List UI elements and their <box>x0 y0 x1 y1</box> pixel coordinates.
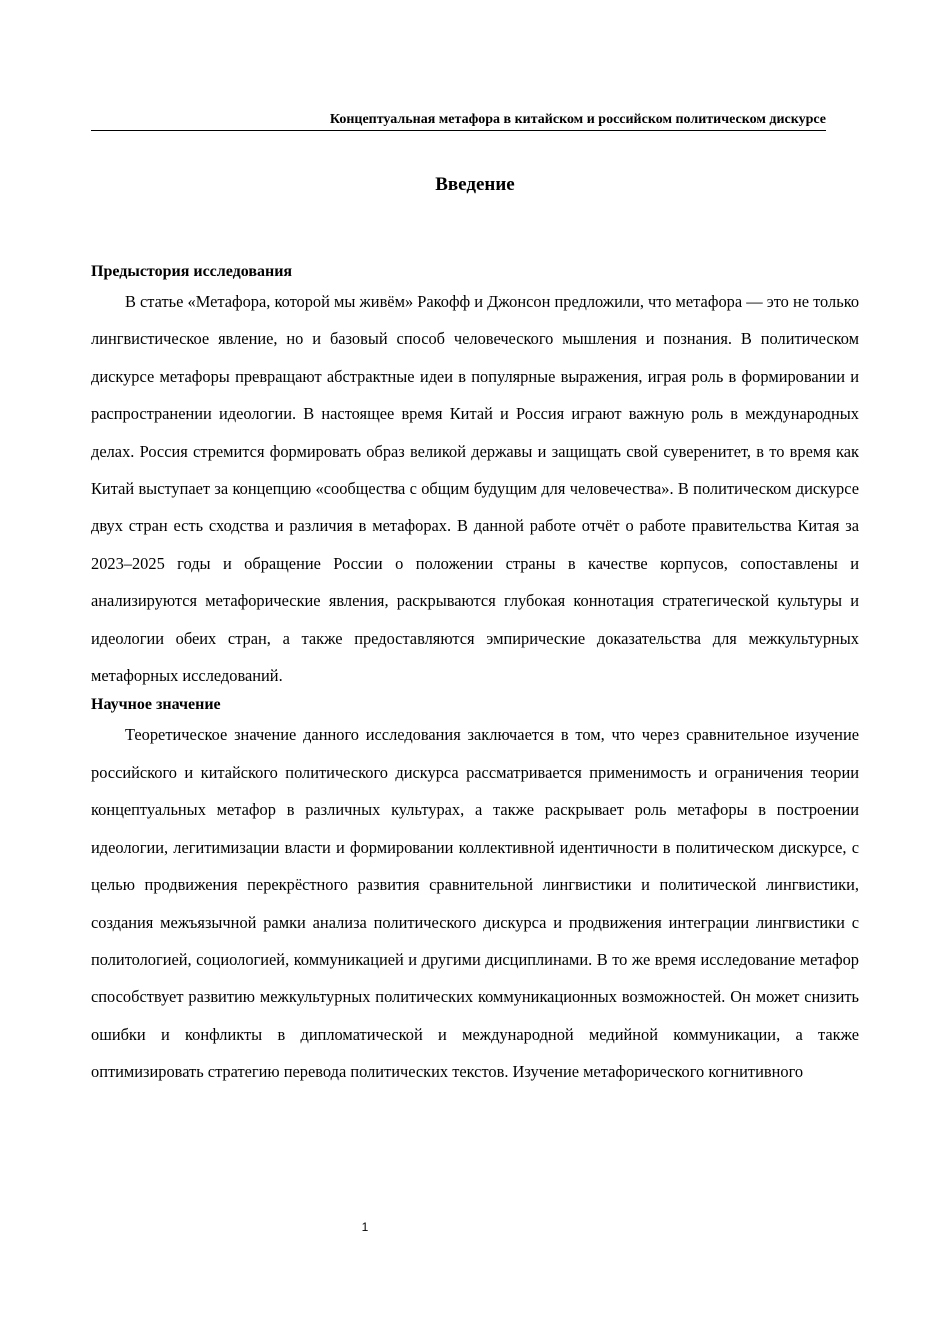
page-number: 1 <box>361 1220 369 1234</box>
section-heading-significance: Научное значение <box>91 696 221 714</box>
chapter-title: Введение <box>435 174 515 195</box>
paragraph-background: В статье «Метафора, которой мы живём» Ракофф и Джонсон предложили, что метафора — это не только лингвистическое явление, но и базовый способ человеческого мышления и познания. В политическом дискурсе метафоры превращают абстрактные идеи в популярные выражения, играя роль в формировании и распространении идеологии. В настоящее время Китай и Россия играют важную роль в международных делах. Россия стремится формировать образ великой державы и защищать свой суверенитет, в то время как Китай выступает за концепцию «сообщества с общим будущим для человечества». В политическом дискурсе двух стран есть сходства и различия в метафорах. В данной работе отчёт о работе правительства Китая за 2023–2025 годы и обращение России о положении страны в качестве корпусов, сопоставлены и анализируются метафорические явления, раскрываются глубокая коннотация стратегической культуры и идеологии обеих стран, а также предоставляются эмпирические доказательства для межкультурных метафорных исследований. <box>91 292 860 686</box>
paragraph-significance: Теоретическое значение данного исследования заключается в том, что через сравнительное изучение российского и китайского политического дискурса рассматривается применимость и ограничения теории концептуальных метафор в различных культурах, а также раскрывает роль метафоры в построении идеологии, легитимизации власти и формировании коллективной идентичности в политическом дискурсе, с целью продвижения перекрёстного развития сравнительной лингвистики и политической лингвистики, создания межъязычной рамки анализа политического дискурса и продвижения интеграции лингвистики с политологией, социологией, коммуникацией и другими дисциплинами. В то же время исследование метафор способствует развитию межкультурных политических коммуникационных возможностей. Он может снизить ошибки и конфликты в дипломатической и международной медийной коммуникации, а также оптимизировать стратегию перевода политических текстов. Изучение метафорического когнитивного <box>91 725 859 1082</box>
running-header: Концептуальная метафора в китайском и российском политическом дискурсе <box>91 110 826 131</box>
section-heading-background: Предыстория исследования <box>91 263 293 280</box>
body-content <box>91 261 859 1091</box>
